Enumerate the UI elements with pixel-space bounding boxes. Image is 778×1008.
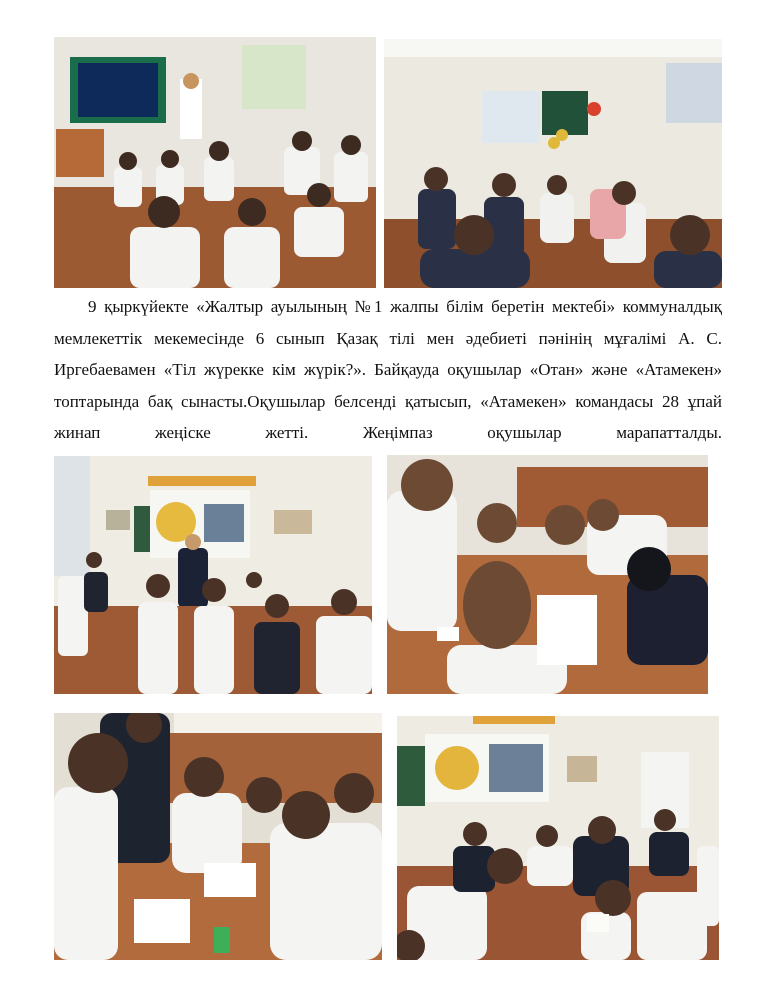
- classroom-photo-4-image: [387, 455, 708, 694]
- classroom-photo-2: [384, 39, 722, 288]
- classroom-photo-4: [387, 455, 708, 694]
- classroom-photo-1-image: [54, 37, 376, 288]
- classroom-photo-5-image: [54, 713, 382, 960]
- paragraph-text: 9 қыркүйекте «Жалтыр ауылының №1 жалпы білім беретін мектебі» коммуналдық мемлекеттік мекемесінде 6 сынып Қазақ тілі мен әдебиеті пәнінің мұғалімі А. С. Иргебаевамен «Тіл жүрекке кім жүрік?». Байқауда оқушылар «Отан» және «Атамекен» топтарында бақ сынасты.Оқушылар белсенді қатысып, «Атамекен» командасы 28 ұпай жинап жеңіске жетті. Жеңімпаз оқушылар марапатталды.: [54, 297, 722, 442]
- article-paragraph: [54, 291, 722, 449]
- classroom-photo-1: [54, 37, 376, 288]
- classroom-photo-3-image: [54, 456, 372, 694]
- classroom-photo-5: [54, 713, 382, 960]
- classroom-photo-6: [397, 716, 719, 960]
- classroom-photo-6-image: [397, 716, 719, 960]
- classroom-photo-2-image: [384, 39, 722, 288]
- classroom-photo-3: [54, 456, 372, 694]
